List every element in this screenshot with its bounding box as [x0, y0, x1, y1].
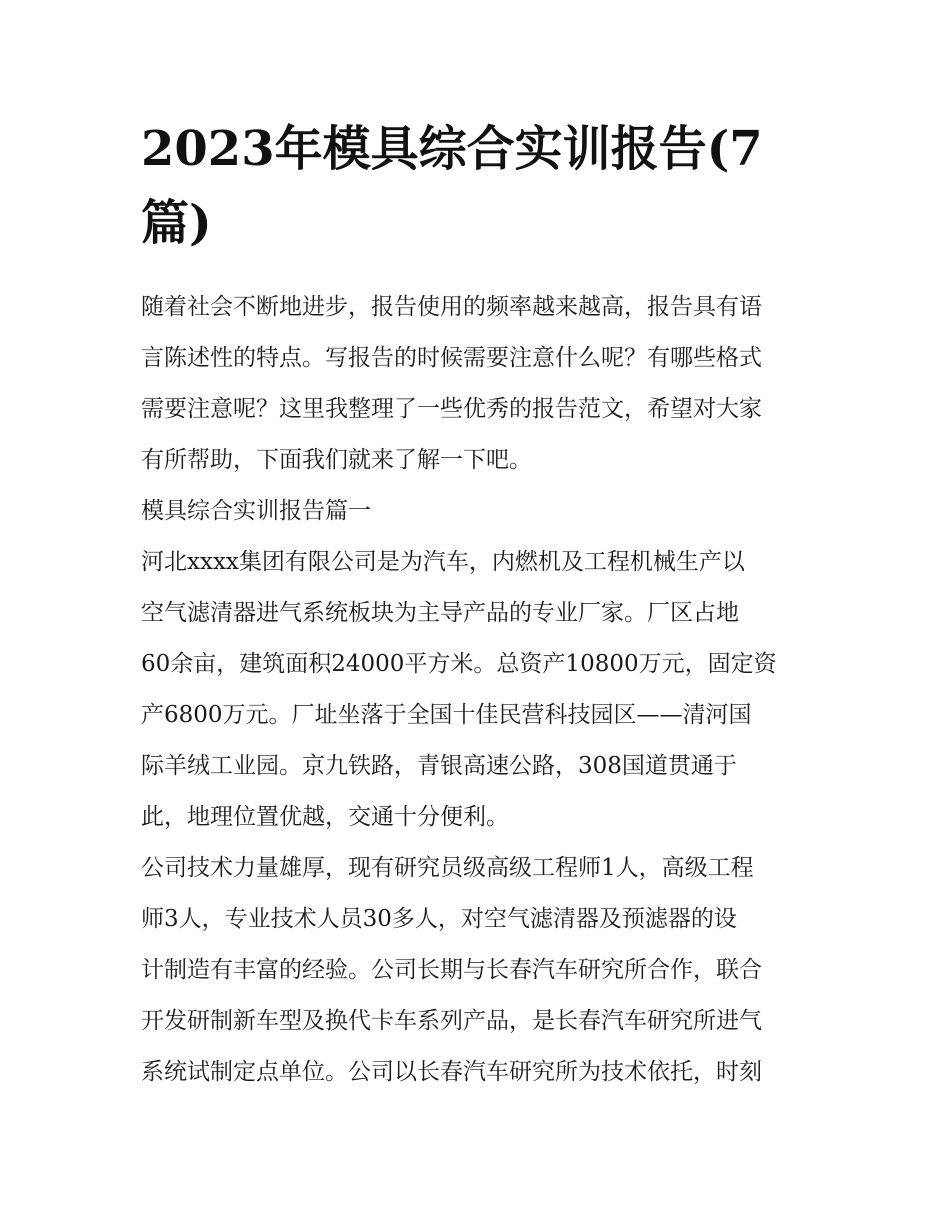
company-paragraph-line: 此，地理位置优越，交通十分便利。: [141, 804, 509, 830]
company-paragraph-line: 河北xxxx集团有限公司是为汽车，内燃机及工程机械生产以: [141, 549, 745, 575]
document-body: [141, 282, 821, 1098]
technology-paragraph-line: 公司技术力量雄厚，现有研究员级高级工程师1人，高级工程: [141, 855, 754, 881]
intro-paragraph-line: 言陈述性的特点。写报告的时候需要注意什么呢？有哪些格式: [141, 345, 762, 371]
company-paragraph-line: 产6800万元。厂址坐落于全国十佳民营科技园区——清河国: [141, 702, 752, 728]
intro-paragraph-line: 需要注意呢？这里我整理了一些优秀的报告范文，希望对大家: [141, 396, 762, 422]
technology-paragraph-line: 开发研制新车型及换代卡车系列产品，是长春汽车研究所进气: [141, 1008, 762, 1034]
company-paragraph-line: 际羊绒工业园。京九铁路，青银高速公路，308国道贯通于: [141, 753, 737, 779]
technology-paragraph-line: 师3人，专业技术人员30多人，对空气滤清器及预滤器的设: [141, 906, 737, 932]
intro-paragraph-line: 有所帮助，下面我们就来了解一下吧。: [141, 447, 532, 473]
company-paragraph-line: 60余亩，建筑面积24000平方米。总资产10800万元，固定资: [141, 651, 777, 677]
title-line: 2023年模具综合实训报告(7: [141, 121, 763, 177]
technology-paragraph-line: 计制造有丰富的经验。公司长期与长春汽车研究所合作，联合: [141, 957, 762, 983]
company-paragraph-line: 空气滤清器进气系统板块为主导产品的专业厂家。厂区占地: [141, 600, 739, 626]
section-heading: 模具综合实训报告篇一: [141, 498, 371, 524]
technology-paragraph-line: 系统试制定点单位。公司以长春汽车研究所为技术依托，时刻: [141, 1059, 762, 1085]
document-title: [141, 112, 821, 260]
intro-paragraph-line: 随着社会不断地进步，报告使用的频率越来越高，报告具有语: [141, 294, 762, 320]
title-line: 篇): [141, 195, 212, 251]
